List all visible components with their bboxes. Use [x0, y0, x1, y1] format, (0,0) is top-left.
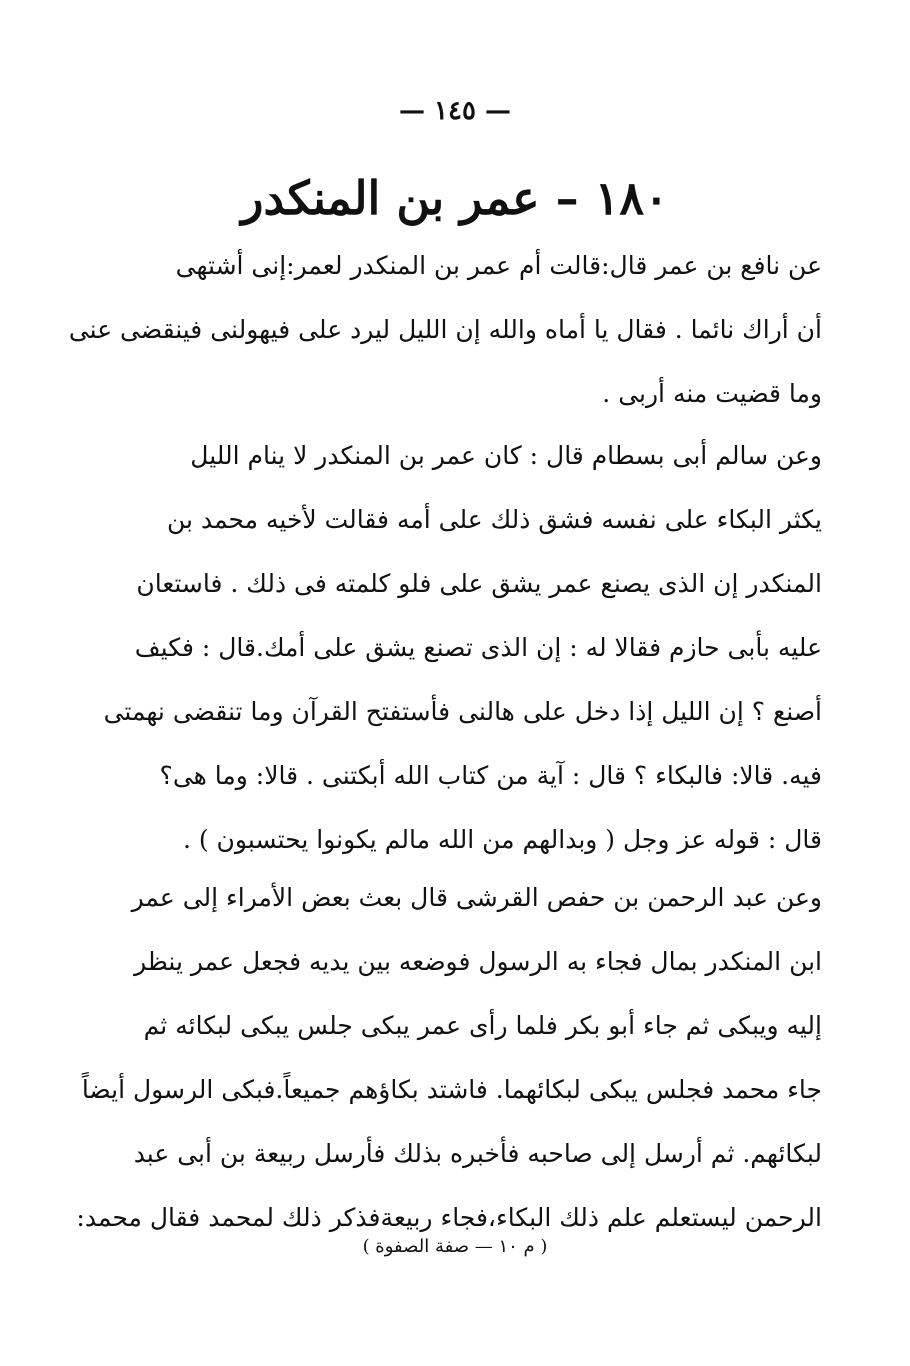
paragraph-line: إليه ويبكى ثم جاء أبو بكر فلما رأى عمر يبكى جلس يبكى لبكائه ثم — [143, 1011, 822, 1040]
paragraph-line: أن أراك نائما . فقال يا أماه والله إن الليل ليرد على فيهولنى فينقضى عنى — [68, 315, 822, 344]
paragraph-line: قال : قوله عز وجل ( وبدالهم من الله مالم يكونوا يحتسبون ) . — [182, 825, 822, 854]
footer-note: ( م ١٠ — صفة الصفوة ) — [362, 1236, 548, 1257]
chapter-title: ١٨٠ – عمر بن المنكدر — [241, 171, 669, 225]
paragraph-line: الرحمن ليستعلم علم ذلك البكاء،فجاء ربيعةفذكر ذلك لمحمد فقال محمد: — [76, 1203, 822, 1232]
paragraph-3 — [76, 866, 822, 1250]
paragraph-1 — [68, 234, 822, 426]
paragraph-line: وعن سالم أبى بسطام قال : كان عمر بن المنكدر لا ينام الليل — [190, 441, 822, 470]
paragraph-2 — [103, 424, 822, 872]
paragraph-line: ابن المنكدر بمال فجاء به الرسول فوضعه بين يديه فجعل عمر ينظر — [134, 947, 822, 976]
paragraph-line: فيه. قالا: فالبكاء ؟ قال : آية من كتاب الله أبكتنى . قالا: وما هى؟ — [159, 761, 822, 790]
paragraph-line: وعن عبد الرحمن بن حفص القرشى قال بعث بعض الأمراء إلى عمر — [131, 883, 822, 912]
paragraph-line: لبكائهم. ثم أرسل إلى صاحبه فأخبره بذلك فأرسل ربيعة بن أبى عبد — [133, 1139, 822, 1168]
paragraph-line: عليه بأبى حازم فقالا له : إن الذى تصنع يشق على أمك.قال : فكيف — [134, 633, 822, 662]
paragraph-line: جاء محمد فجلس يبكى لبكائهما. فاشتد بكاؤهم جميعاً.فبكى الرسول أيضاً — [81, 1075, 822, 1104]
page-number: — ١٤٥ — — [398, 96, 512, 126]
paragraph-line: عن نافع بن عمر قال:قالت أم عمر بن المنكدر لعمر:إنى أشتهى — [175, 251, 822, 280]
paragraph-line: يكثر البكاء على نفسه فشق ذلك على أمه فقالت لأخيه محمد بن — [167, 505, 822, 534]
paragraph-line: أصنع ؟ إن الليل إذا دخل على هالنى فأستفتح القرآن وما تنقضى نهمتى — [103, 697, 822, 726]
paragraph-line: المنكدر إن الذى يصنع عمر يشق على فلو كلمته فى ذلك . فاستعان — [136, 569, 822, 598]
paragraph-line: وما قضيت منه أربى . — [602, 379, 822, 408]
